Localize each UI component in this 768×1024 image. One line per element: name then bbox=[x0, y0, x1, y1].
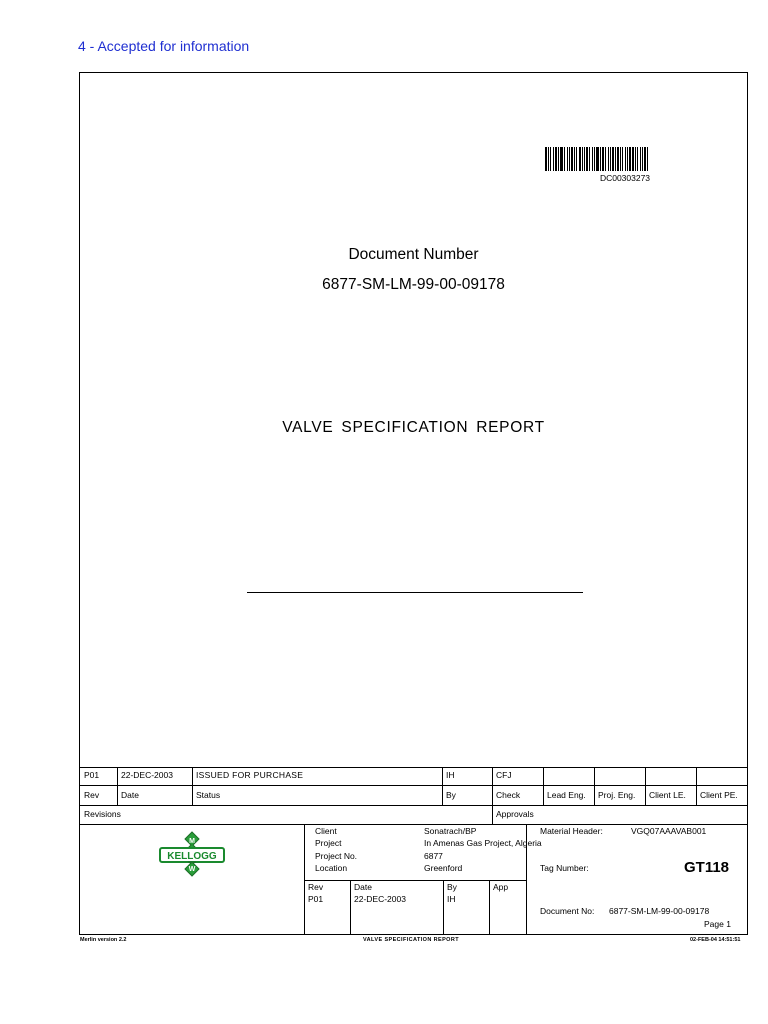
barcode-bar bbox=[625, 147, 626, 171]
client-value: Sonatrach/BP bbox=[424, 826, 477, 836]
barcode-bar bbox=[632, 147, 634, 171]
header-by: By bbox=[446, 790, 456, 800]
barcode-bar bbox=[589, 147, 590, 171]
header-date: Date bbox=[121, 790, 139, 800]
barcode-bar bbox=[615, 147, 616, 171]
rev-status: ISSUED FOR PURCHASE bbox=[196, 770, 304, 780]
barcode-bar bbox=[558, 147, 559, 171]
tb-date-value: 22-DEC-2003 bbox=[354, 894, 406, 904]
barcode-bar bbox=[582, 147, 583, 171]
material-header-value: VGQ07AAAVAB001 bbox=[631, 826, 707, 836]
tag-number-label: Tag Number: bbox=[540, 863, 589, 873]
barcode-bar bbox=[642, 147, 643, 171]
document-number: 6877-SM-LM-99-00-09178 bbox=[322, 276, 505, 293]
barcode-bar bbox=[576, 147, 577, 171]
barcode-bar bbox=[612, 147, 614, 171]
page-number: Page 1 bbox=[704, 919, 731, 929]
location-value: Greenford bbox=[424, 863, 463, 873]
barcode-bar bbox=[629, 147, 631, 171]
table-line bbox=[442, 767, 443, 805]
document-number-heading: Document Number bbox=[348, 246, 479, 263]
table-line bbox=[594, 767, 595, 805]
barcode-bar bbox=[610, 147, 611, 171]
barcode-bar bbox=[644, 147, 646, 171]
table-line bbox=[192, 767, 193, 805]
revisions-label: Revisions bbox=[84, 809, 121, 819]
material-header-label: Material Header: bbox=[540, 826, 603, 836]
client-label: Client bbox=[315, 826, 337, 836]
footer-report-name: VALVE SPECIFICATION REPORT bbox=[363, 937, 459, 943]
barcode-bar bbox=[553, 147, 554, 171]
tb-date-label: Date bbox=[354, 882, 372, 892]
table-line bbox=[489, 880, 490, 935]
rev-date: 22-DEC-2003 bbox=[121, 770, 173, 780]
table-line bbox=[79, 824, 748, 825]
header-client-le: Client LE. bbox=[649, 790, 686, 800]
table-line bbox=[543, 767, 544, 805]
barcode-bar bbox=[608, 147, 609, 171]
header-lead-eng: Lead Eng. bbox=[547, 790, 586, 800]
barcode-bar bbox=[594, 147, 595, 171]
tb-by-value: IH bbox=[447, 894, 456, 904]
barcode-bar bbox=[605, 147, 606, 171]
barcode-bar bbox=[640, 147, 641, 171]
header-check: Check bbox=[496, 790, 521, 800]
footer-timestamp: 02-FEB-04 14:51:51 bbox=[690, 937, 741, 943]
project-no-label: Project No. bbox=[315, 851, 358, 861]
rev-value: P01 bbox=[84, 770, 100, 780]
barcode-bar bbox=[586, 147, 588, 171]
barcode-bar bbox=[596, 147, 599, 171]
barcode-bar bbox=[555, 147, 557, 171]
table-line bbox=[79, 805, 748, 806]
table-line bbox=[79, 767, 748, 768]
header-client-pe: Client PE. bbox=[700, 790, 738, 800]
table-line bbox=[645, 767, 646, 805]
tb-app-label: App bbox=[493, 882, 509, 892]
table-line bbox=[696, 767, 697, 805]
header-status: Status bbox=[196, 790, 221, 800]
footer-version: Merlin version 2.2 bbox=[80, 937, 127, 943]
barcode-bar bbox=[622, 147, 623, 171]
table-line bbox=[117, 767, 118, 805]
signature-line bbox=[247, 592, 583, 593]
barcode-bar bbox=[600, 147, 601, 171]
barcode-bar bbox=[571, 147, 573, 171]
tb-by-label: By bbox=[447, 882, 457, 892]
table-line bbox=[304, 880, 526, 881]
rev-check: CFJ bbox=[496, 770, 512, 780]
tb-rev-label: Rev bbox=[308, 882, 324, 892]
barcode-bar bbox=[584, 147, 585, 171]
logo-letter-top: M bbox=[189, 838, 195, 845]
barcode-bar bbox=[550, 147, 551, 171]
barcode-bar bbox=[617, 147, 619, 171]
table-line bbox=[350, 880, 351, 935]
barcode-bar bbox=[567, 147, 568, 171]
barcode-bar bbox=[569, 147, 570, 171]
document-no-label: Document No: bbox=[540, 906, 595, 916]
tb-rev-value: P01 bbox=[308, 894, 324, 904]
rev-by: IH bbox=[446, 770, 455, 780]
logo-letter-bottom: W bbox=[188, 866, 196, 873]
barcode-bar bbox=[627, 147, 628, 171]
barcode-bar bbox=[560, 147, 563, 171]
barcode-bar bbox=[592, 147, 593, 171]
document-no-value: 6877-SM-LM-99-00-09178 bbox=[609, 906, 710, 916]
project-label: Project bbox=[315, 838, 342, 848]
project-value: In Amenas Gas Project, Algeria bbox=[424, 838, 542, 848]
barcode-bar bbox=[635, 147, 636, 171]
barcode bbox=[545, 147, 705, 171]
header-proj-eng: Proj. Eng. bbox=[598, 790, 636, 800]
approvals-label: Approvals bbox=[496, 809, 534, 819]
barcode-number: DC00303273 bbox=[599, 173, 651, 183]
barcode-bar bbox=[545, 147, 547, 171]
stamp-text: 4 - Accepted for information bbox=[78, 38, 250, 54]
barcode-bar bbox=[602, 147, 604, 171]
table-line bbox=[79, 785, 748, 786]
barcode-bar bbox=[579, 147, 581, 171]
barcode-bar bbox=[647, 147, 648, 171]
logo-text: KELLOGG bbox=[167, 851, 217, 862]
report-title: VALVE SPECIFICATION REPORT bbox=[282, 419, 545, 436]
header-rev: Rev bbox=[84, 790, 100, 800]
barcode-bar bbox=[620, 147, 621, 171]
barcode-bar bbox=[637, 147, 638, 171]
barcode-bar bbox=[548, 147, 549, 171]
kellogg-logo bbox=[158, 829, 226, 885]
table-line bbox=[443, 880, 444, 935]
table-line bbox=[492, 767, 493, 824]
barcode-bar bbox=[564, 147, 565, 171]
location-label: Location bbox=[315, 863, 348, 873]
project-no-value: 6877 bbox=[424, 851, 443, 861]
tag-number-value: GT118 bbox=[684, 859, 730, 876]
barcode-bar bbox=[574, 147, 575, 171]
